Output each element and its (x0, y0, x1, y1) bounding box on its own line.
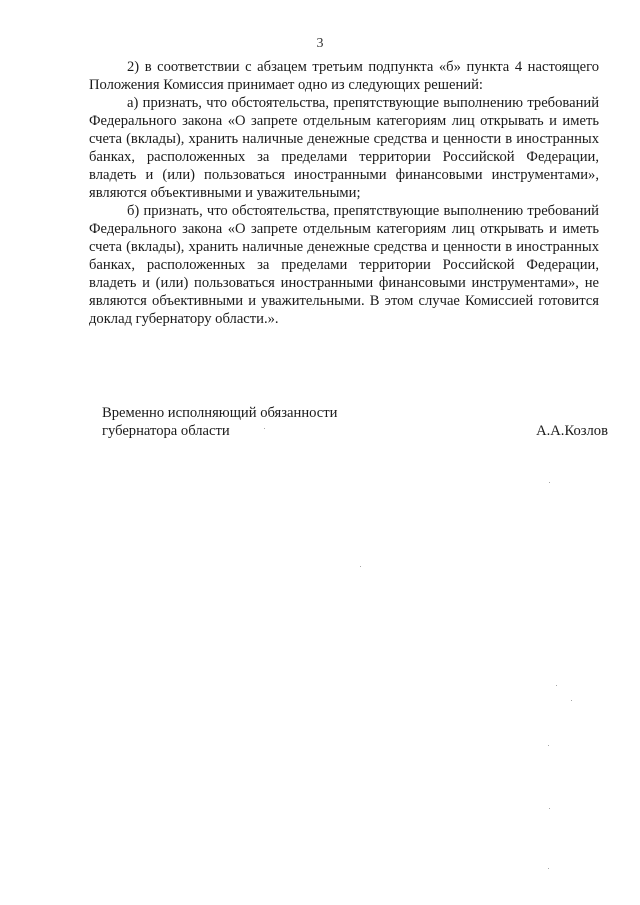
signature-block (102, 404, 608, 440)
scan-speck (548, 745, 549, 746)
paragraph-subitem-a: а) признать, что обстоятельства, препятствующие выполнению требований Федерального закона «О запрете отдельным категориям лиц открывать и иметь счета (вклады), хранить наличные денежные средства и ценности в иностранных банках, расположенных за пределами территории Российской Федерации, владеть и (или) пользоваться иностранными финансовыми инструментами», являются объективными и уважительными; (89, 95, 599, 201)
paragraph-subitem-b: б) признать, что обстоятельства, препятствующие выполнению требований Федерального закона «О запрете отдельным категориям лиц открывать и иметь счета (вклады), хранить наличные денежные средства и ценности в иностранных банках, расположенных за пределами территории Российской Федерации, владеть и (или) пользоваться иностранными финансовыми инструментами», не являются объективными и уважительными. В этом случае Комиссией готовится доклад губернатору области.». (89, 203, 599, 327)
scan-speck (556, 685, 557, 686)
scan-speck (360, 566, 361, 567)
page-number: 3 (316, 36, 324, 51)
scan-speck (264, 428, 265, 429)
signatory-name: А.А.Козлов (536, 423, 608, 439)
scan-speck (549, 808, 550, 809)
paragraph-item-2: 2) в соответствии с абзацем третьим подпункта «б» пункта 4 настоящего Положения Комиссия принимает одно из следующих решений: (89, 59, 599, 93)
scan-speck (571, 700, 572, 701)
scan-speck (549, 482, 550, 483)
scan-speck (548, 868, 549, 869)
signatory-position-line1: Временно исполняющий обязанности (102, 405, 338, 421)
document-body (89, 58, 599, 328)
signatory-position-line2: губернатора области (102, 423, 230, 439)
signature-line (102, 422, 608, 440)
